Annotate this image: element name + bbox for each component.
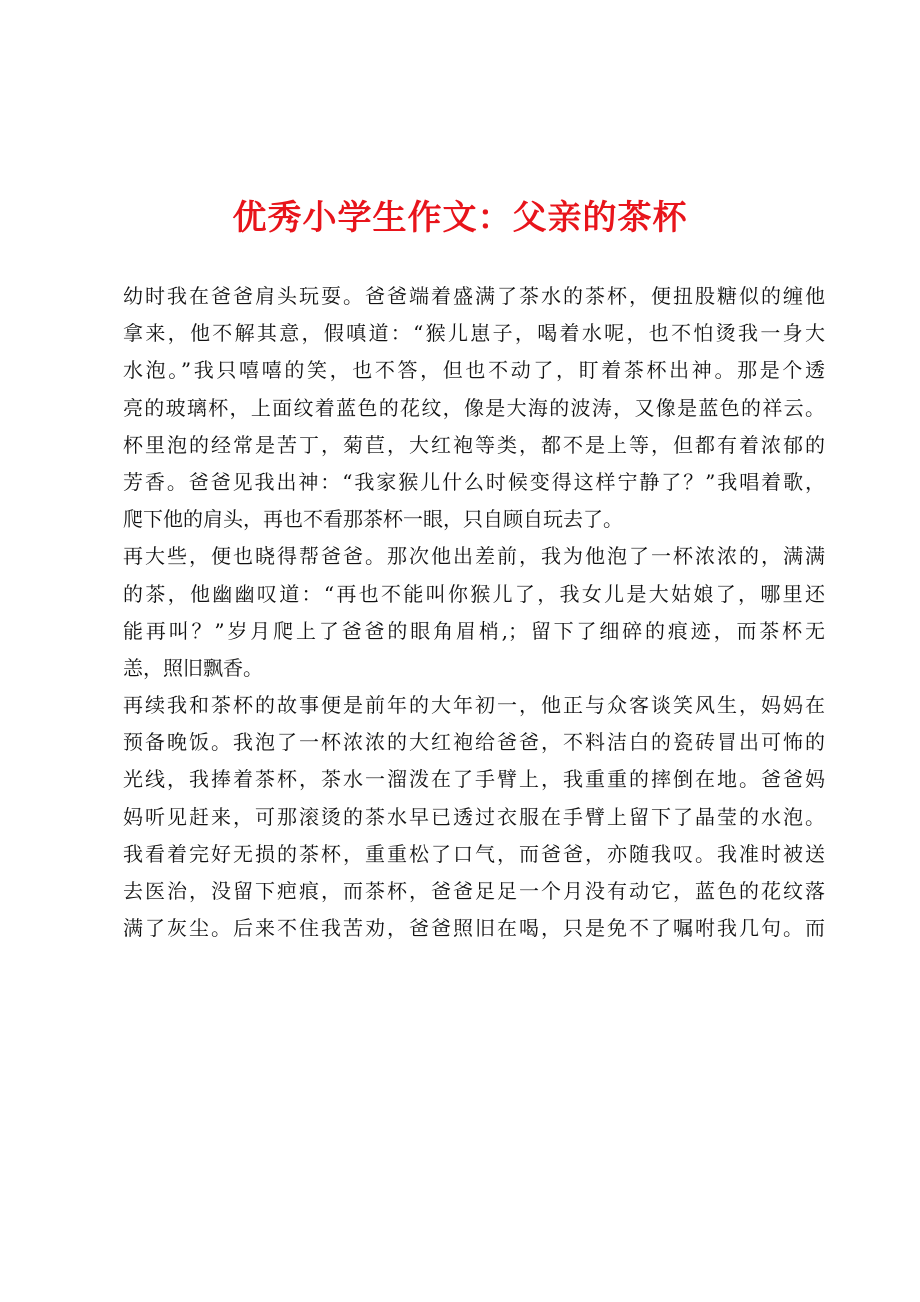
text-line: 爬下他的肩头，再也不看那茶杯一眼，只自顾自玩去了。 (123, 507, 623, 532)
text-line: 满了灰尘。后来不住我苦劝，爸爸照旧在喝，只是免不了嘱咐我几句。而 (123, 916, 825, 941)
paragraph-3 (123, 687, 825, 947)
paragraph-2 (123, 538, 825, 687)
text-line: 光线，我捧着茶杯，茶水一溜泼在了手臂上，我重重的摔倒在地。爸爸妈 (123, 767, 825, 792)
text-line: 拿来，他不解其意，假嗔道：“猴儿崽子，喝着水呢，也不怕烫我一身大 (123, 321, 825, 346)
page-title: 优秀小学生作文：父亲的茶杯 (232, 198, 688, 238)
text-line: 芳香。爸爸见我出神：“我家猴儿什么时候变得这样宁静了？”我唱着歌， (123, 469, 825, 494)
text-line: 我看着完好无损的茶杯，重重松了口气，而爸爸，亦随我叹。我准时被送 (123, 841, 825, 866)
text-line: 亮的玻璃杯，上面纹着蓝色的花纹，像是大海的波涛，又像是蓝色的祥云。 (123, 395, 825, 420)
text-line: 的茶，他幽幽叹道：“再也不能叫你猴儿了，我女儿是大姑娘了，哪里还 (123, 581, 825, 606)
text-line: 再大些，便也晓得帮爸爸。那次他出差前，我为他泡了一杯浓浓的，满满 (123, 544, 825, 569)
text-line: 妈听见赶来，可那滚烫的茶水早已透过衣服在手臂上留下了晶莹的水泡。 (123, 804, 825, 829)
text-line: 水泡。”我只嘻嘻的笑，也不答，但也不动了，盯着茶杯出神。那是个透 (123, 358, 825, 383)
text-line: 再续我和茶杯的故事便是前年的大年初一，他正与众客谈笑风生，妈妈在 (123, 693, 825, 718)
text-line: 去医治，没留下疤痕，而茶杯，爸爸足足一个月没有动它，蓝色的花纹落 (123, 879, 825, 903)
text-line: 预备晚饭。我泡了一杯浓浓的大红袍给爸爸，不料洁白的瓷砖冒出可怖的 (123, 730, 825, 755)
text-line: 杯里泡的经常是苦丁，菊苣，大红袍等类，都不是上等，但都有着浓郁的 (123, 432, 825, 457)
text-line: 能再叫？”岁月爬上了爸爸的眼角眉梢,；留下了细碎的痕迹，而茶杯无 (123, 618, 825, 643)
essay-body (123, 278, 825, 947)
paragraph-1 (123, 278, 825, 538)
text-line: 恙，照旧飘香。 (123, 655, 263, 680)
text-line: 幼时我在爸爸肩头玩耍。爸爸端着盛满了茶水的茶杯，便扭股糖似的缠他 (123, 284, 825, 308)
